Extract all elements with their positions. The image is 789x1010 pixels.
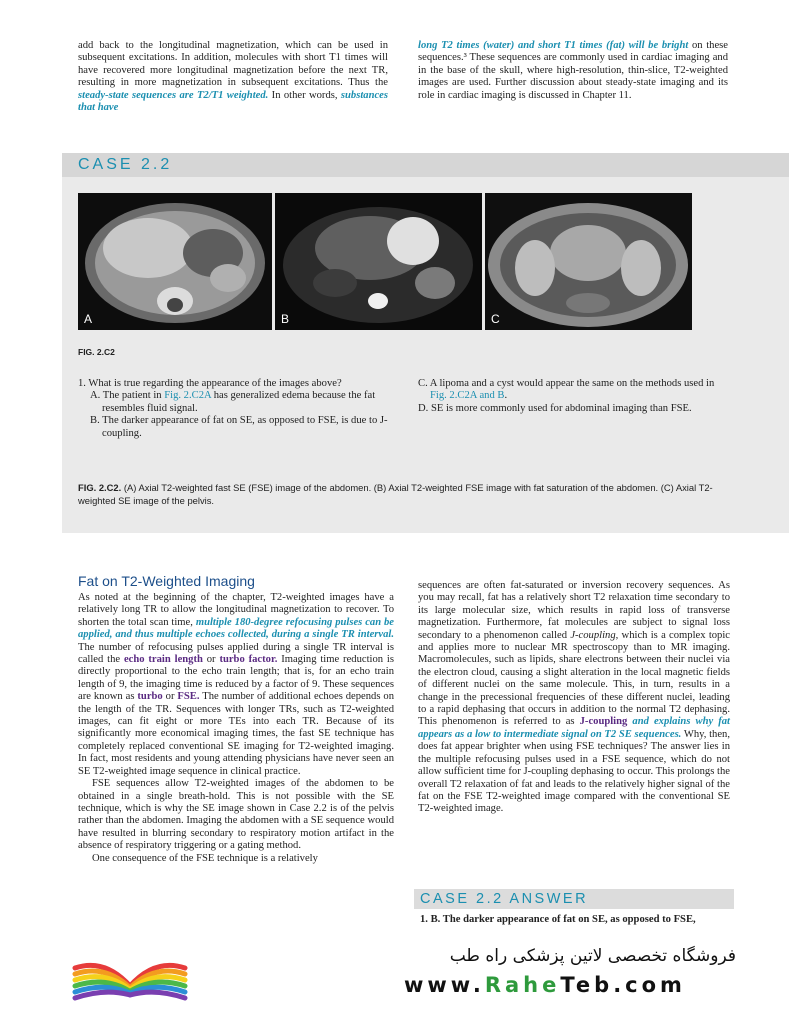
figure-link[interactable]: Fig. 2.C2A and B xyxy=(430,390,505,402)
figure-link[interactable]: Fig. 2.C2A xyxy=(164,390,212,402)
text-run: In other words, xyxy=(268,89,341,101)
caption-text: (A) Axial T2-weighted fast SE (FSE) image of the abdomen. (B) Axial T2-weighted FSE image with fat saturation of the abdomen. (C) Axial T2-weighted SE image of the pelvis. xyxy=(78,482,713,506)
option-text: . xyxy=(504,390,508,402)
text-run: add back to the longitudinal magnetization, which can be used in subsequent excitations. In addition, molecules with short T1 times will have recovered more longitudinal magnetization before the next TR, resulting in more magnetization in subsequent excitations. Thus the xyxy=(78,40,388,89)
text-run: The number of additional echoes depends on the length of the TR. Sequences with longer TRs, such as T2-weighted images, can fit eight or more TEs into each TR. Because of its significantly more economical imaging times, the fast SE technique has completely replaced conventional SE imaging for T2-weighted imaging. In fact, most residents and young attending physicians have never seen an SE T2-weighted image sequence in clinical practice. xyxy=(78,691,395,777)
answer-option xyxy=(90,415,390,440)
text-run: turbo factor. xyxy=(219,654,278,666)
panel-letter-c: C xyxy=(491,312,500,326)
open-book-logo-icon xyxy=(70,938,190,1008)
shop-url xyxy=(404,973,686,997)
text-run: echo train length xyxy=(123,654,203,666)
text-run: FSE sequences allow T2-weighted images of the abdomen to be obtained in a single breath-hold. This is not possible with the SE technique, which is why the SE image shown in Case 2.2 is of the pelvis rather than the abdomen. Imaging the abdomen with a SE sequence would have resulted in blurring secondary to respiratory motion artifact in the absence of respiratory triggering or a gating method. xyxy=(78,778,394,852)
mri-image-b xyxy=(275,193,482,330)
text-run: J-coupling xyxy=(579,716,628,728)
text-run: on these sequences.³ These sequences are commonly used in cardiac imaging and in the base of the skull, where high-resolution, thin-slice, T2-weighted images are used. Further discussion about steady-state imaging and its role in cardiac imaging is discussed in Chapter 11. xyxy=(418,40,728,101)
answer-title: CASE 2.2 ANSWER xyxy=(420,891,589,907)
text-run: The number of refocusing pulses applied during a single TR interval is called the xyxy=(78,641,394,666)
mri-image-a xyxy=(78,193,272,330)
text-run: or xyxy=(162,691,178,703)
mri-pelvis-se-graphic xyxy=(485,193,692,330)
option-text: C. A lipoma and a cyst would appear the same on the methods used in xyxy=(418,378,715,389)
mri-abdomen-fse-graphic xyxy=(78,193,272,330)
mri-abdomen-fatsat-graphic xyxy=(275,193,482,330)
top-left-column xyxy=(78,40,388,114)
answer-first-line: 1. B. The darker appearance of fat on SE, as opposed to FSE, xyxy=(420,914,696,925)
url-prefix: www. xyxy=(404,973,485,997)
panel-letter-a: A xyxy=(84,312,93,326)
logo-page-stroke xyxy=(75,992,130,998)
text-run: multiple 180-degree refocusing pulses can be applied, and thus multiple echoes collected, during a single TR interval. xyxy=(78,616,394,641)
options-left xyxy=(78,390,390,440)
question-text: 1. What is true regarding the appearance of the images above? xyxy=(78,378,342,389)
url-teb: Teb xyxy=(560,973,614,997)
figure-caption xyxy=(78,482,728,508)
url-suffix: .com xyxy=(613,973,686,997)
section-right-column xyxy=(418,580,730,816)
text-run: Why, then, does fat appear brighter when using FSE techniques? The answer lies in the multiple refocusing pulses used in a FSE sequence, which do not allow sufficient time for J-coupling dephasing to occur. This prolongs the overall T2 relaxation of fat and leads to the relatively higher signal of the fat on the FSE T2-weighted image compared with the conventional SE T2-weighted image. xyxy=(418,728,730,815)
text-run: turbo xyxy=(137,691,163,703)
answer-option xyxy=(90,390,390,415)
section-title: Fat on T2-Weighted Imaging xyxy=(78,573,255,589)
mri-image-c xyxy=(485,193,692,330)
answer-option xyxy=(418,378,730,403)
footer xyxy=(0,930,789,1010)
option-text: A. The patient in xyxy=(90,390,165,402)
text-run: As noted at the beginning of the chapter, T2-weighted images have a relatively long TR to allow the longitudinal magnetization to recover. To shorten the total scan time, xyxy=(78,592,394,628)
text-run: FSE. xyxy=(177,691,200,703)
option-text: B. The darker appearance of fat on SE, as opposed to FSE, is due to J-coupling. xyxy=(90,415,388,439)
top-right-column xyxy=(418,40,728,102)
text-run: which is a complex topic and applies more to nuclear MR spectroscopy than to MR imaging. Macromolecules, such as lipids, share electrons between their nuclei via the electron cloud, causing a slight alteration in the local magnetic fields of different nuclei on the same molecule. This, in turn, results in a change in the precessional frequencies of these different nuclei, leading to a rapid dephasing that occurs in addition to the normal T2 dephasing. This phenomenon is referred to as xyxy=(418,629,730,728)
text-run: Imaging time reduction is directly proportional to the echo train length; that is, for an echo train length of 9, the imaging time is reduced by a factor of 9. These sequences are known as xyxy=(78,654,394,703)
text-run: One consequence of the FSE technique is a relatively xyxy=(92,852,318,864)
options-right xyxy=(418,378,730,415)
text-run: steady-state sequences are T2/T1 weighted. xyxy=(78,89,269,101)
option-text: D. SE is more commonly used for abdominal imaging than FSE. xyxy=(418,402,692,414)
section-left-column xyxy=(78,592,394,865)
text-run: sequences are often fat-saturated or inversion recovery sequences. As you may recall, fat has a relatively short T2 relaxation time secondary to its large molecular size, which results in rapid loss of transverse magnetization. Furthermore, fat molecules are subject to signal loss secondary to a phenomenon called xyxy=(418,580,730,641)
text-run: or xyxy=(202,654,220,666)
answer-option xyxy=(418,403,730,415)
figure-label: FIG. 2.C2 xyxy=(78,347,115,357)
case-title: CASE 2.2 xyxy=(78,156,173,173)
question-left xyxy=(78,378,390,440)
text-run: substances that have xyxy=(78,89,388,114)
text-run: and explains why fat appears as a low to intermediate signal on T2 SE sequences. xyxy=(418,716,731,740)
logo-page-stroke xyxy=(130,992,185,998)
caption-label: FIG. 2.C2. xyxy=(78,482,122,493)
question-right xyxy=(418,378,730,415)
panel-letter-b: B xyxy=(281,312,290,326)
shop-name: فروشگاه تخصصی لاتین پزشکی راه طب xyxy=(449,946,736,966)
url-rahe: Rahe xyxy=(484,973,561,997)
text-run: J-coupling, xyxy=(570,629,619,641)
text-run: long T2 times (water) and short T1 times (fat) will be bright xyxy=(418,40,689,51)
option-text: has generalized edema because the fat resembles fluid signal. xyxy=(102,390,376,414)
